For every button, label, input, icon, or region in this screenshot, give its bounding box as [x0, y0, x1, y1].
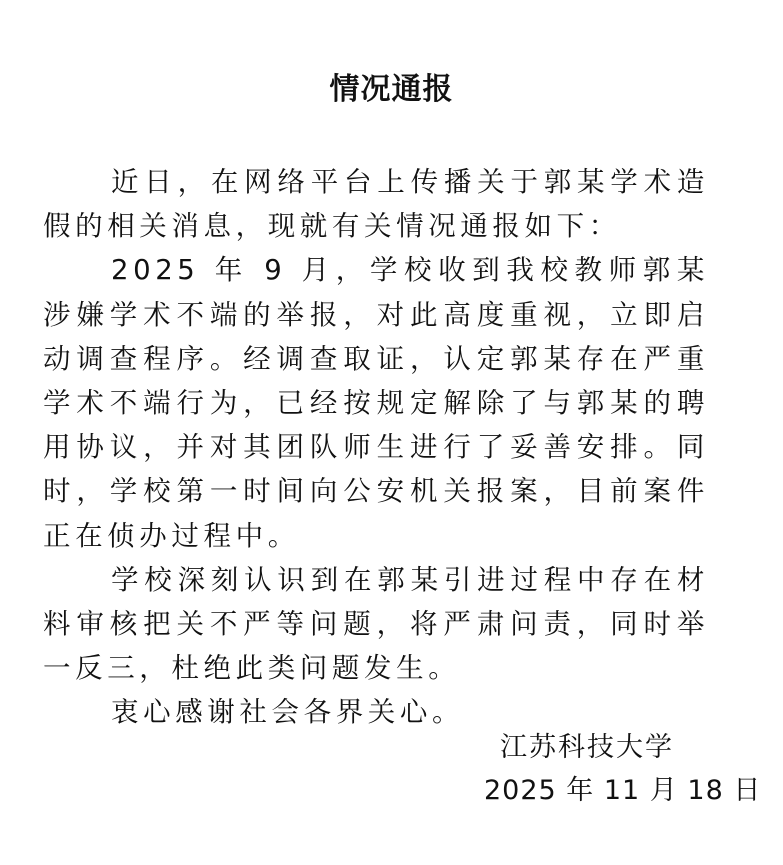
issuer-signature: 江苏科技大学 [500, 732, 674, 763]
paragraph-intro: 近日，在网络平台上传播关于郭某学术造假的相关消息，现就有关情况通报如下： [43, 166, 709, 243]
issue-date: 2025 年 11 月 18 日 [484, 775, 762, 806]
document-title: 情况通报 [329, 72, 454, 107]
document-body [43, 160, 709, 735]
paragraph-accountability: 学校深刻认识到在郭某引进过程中存在材料审核把关不严等问题，将严肃问责，同时举一反三，杜绝此类问题发生。 [43, 563, 709, 685]
paragraph-investigation: 2025 年 9 月，学校收到我校教师郭某涉嫌学术不端的举报，对此高度重视，立即启动调查程序。经调查取证，认定郭某存在严重学术不端行为，已经按规定解除了与郭某的聘用协议，并对其团队师生进行了妥善安排。同时，学校第一时间向公安机关报案，目前案件正在侦办过程中。 [43, 254, 709, 552]
paragraph-thanks: 衷心感谢社会各界关心。 [111, 696, 465, 729]
